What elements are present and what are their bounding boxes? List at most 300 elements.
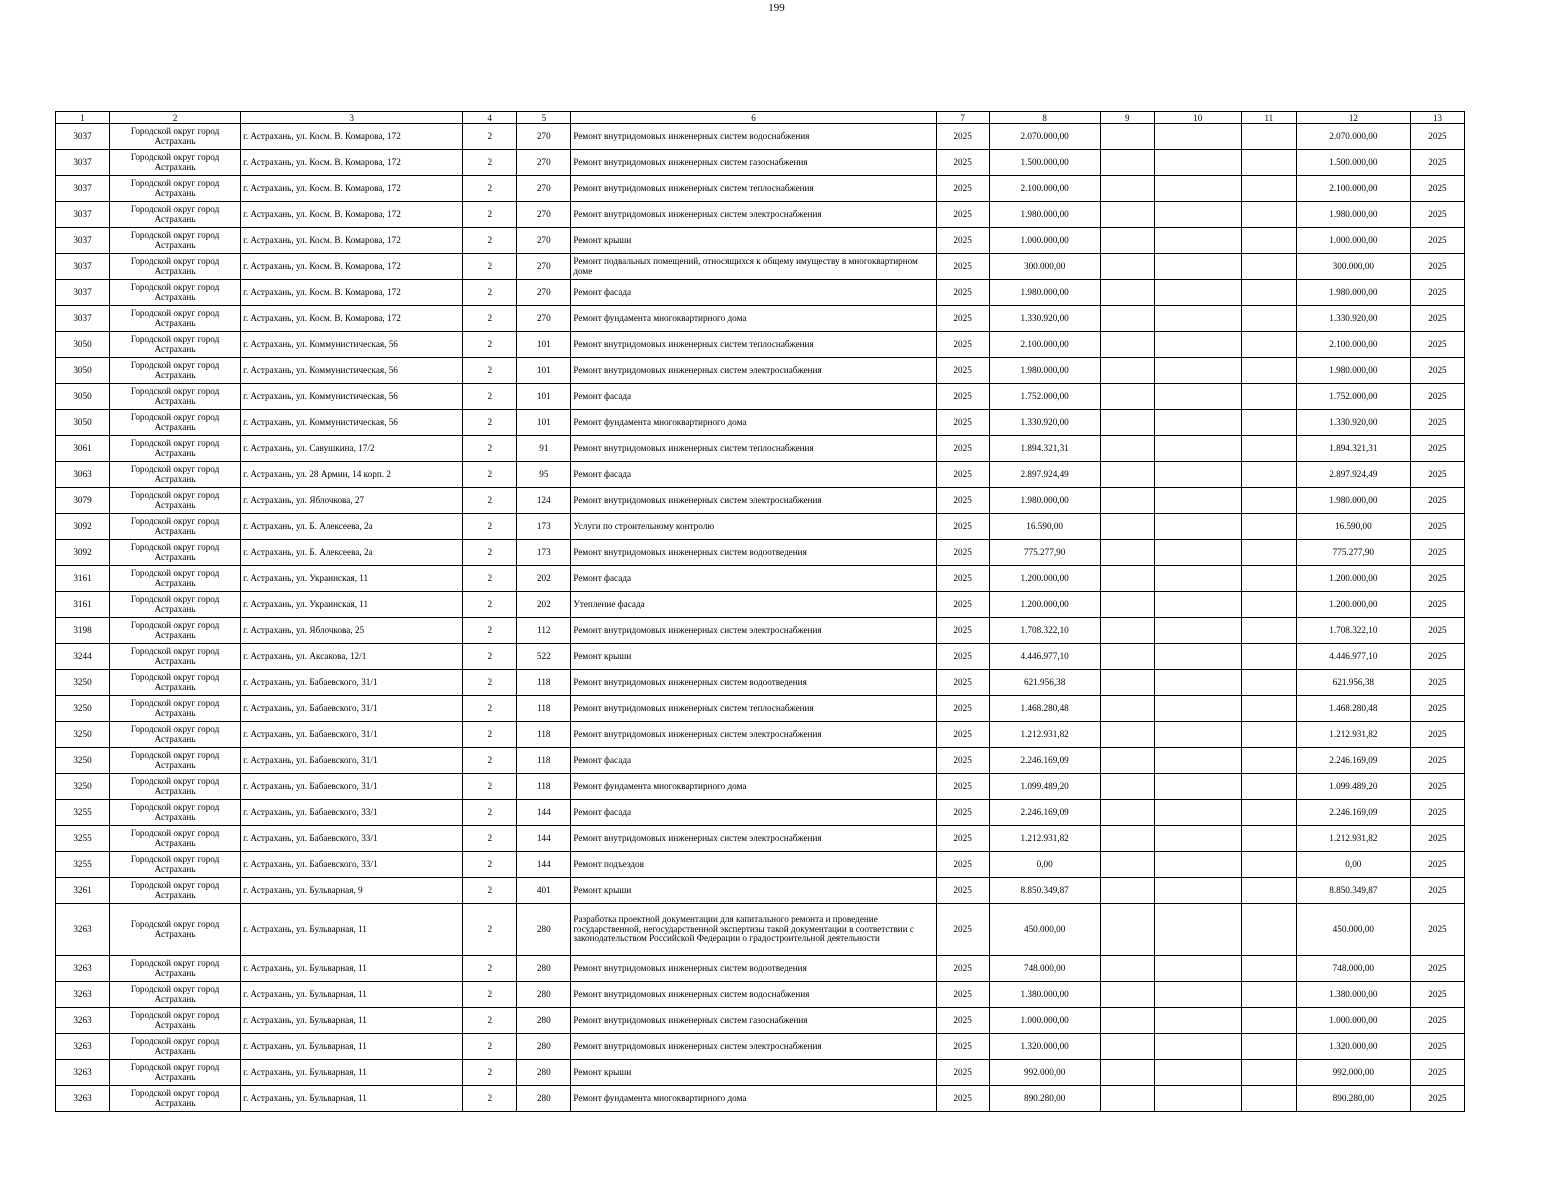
table-row bbox=[56, 696, 1465, 722]
col11-cell bbox=[1241, 774, 1296, 800]
col5-cell: 91 bbox=[517, 436, 571, 462]
total-cost-cell: 1.200.000,00 bbox=[1296, 592, 1410, 618]
total-cost-cell: 16.590,00 bbox=[1296, 514, 1410, 540]
col10-cell bbox=[1154, 826, 1241, 852]
completion-year-cell: 2025 bbox=[1410, 1086, 1464, 1112]
col4-cell: 2 bbox=[463, 566, 517, 592]
col10-cell bbox=[1154, 384, 1241, 410]
municipality-cell: Городской округ город Астрахань bbox=[110, 488, 241, 514]
col4-cell: 2 bbox=[463, 644, 517, 670]
header-cell: 9 bbox=[1100, 112, 1154, 124]
address-cell: г. Астрахань, ул. Косм. В. Комарова, 172 bbox=[241, 202, 463, 228]
col9-cell bbox=[1100, 280, 1154, 306]
total-cost-cell: 2.246.169,09 bbox=[1296, 800, 1410, 826]
total-cost-cell: 2.246.169,09 bbox=[1296, 748, 1410, 774]
work-type-cell: Ремонт фасада bbox=[571, 566, 936, 592]
col11-cell bbox=[1241, 956, 1296, 982]
col5-cell: 202 bbox=[517, 566, 571, 592]
total-cost-cell: 890.280,00 bbox=[1296, 1086, 1410, 1112]
col9-cell bbox=[1100, 150, 1154, 176]
municipality-cell: Городской округ город Астрахань bbox=[110, 124, 241, 150]
col10-cell bbox=[1154, 722, 1241, 748]
table-row bbox=[56, 488, 1465, 514]
col5-cell: 280 bbox=[517, 1060, 571, 1086]
year-cell: 2025 bbox=[936, 956, 989, 982]
cost-cell: 1.980.000,00 bbox=[989, 488, 1100, 514]
year-cell: 2025 bbox=[936, 514, 989, 540]
total-cost-cell: 2.070.000,00 bbox=[1296, 124, 1410, 150]
col9-cell bbox=[1100, 306, 1154, 332]
work-type-cell: Ремонт внутридомовых инженерных систем электроснабжения bbox=[571, 488, 936, 514]
col11-cell bbox=[1241, 722, 1296, 748]
col4-cell: 2 bbox=[463, 1060, 517, 1086]
col9-cell bbox=[1100, 540, 1154, 566]
total-cost-cell: 1.200.000,00 bbox=[1296, 566, 1410, 592]
col11-cell bbox=[1241, 462, 1296, 488]
col4-cell: 2 bbox=[463, 488, 517, 514]
col10-cell bbox=[1154, 1034, 1241, 1060]
house-id-cell: 3037 bbox=[56, 306, 110, 332]
cost-cell: 16.590,00 bbox=[989, 514, 1100, 540]
col4-cell: 2 bbox=[463, 904, 517, 956]
year-cell: 2025 bbox=[936, 904, 989, 956]
col10-cell bbox=[1154, 982, 1241, 1008]
col11-cell bbox=[1241, 1034, 1296, 1060]
municipality-cell: Городской округ город Астрахань bbox=[110, 410, 241, 436]
col11-cell bbox=[1241, 696, 1296, 722]
total-cost-cell: 1.000.000,00 bbox=[1296, 228, 1410, 254]
address-cell: г. Астрахань, ул. Аксакова, 12/1 bbox=[241, 644, 463, 670]
completion-year-cell: 2025 bbox=[1410, 696, 1464, 722]
col5-cell: 270 bbox=[517, 306, 571, 332]
year-cell: 2025 bbox=[936, 748, 989, 774]
completion-year-cell: 2025 bbox=[1410, 254, 1464, 280]
col4-cell: 2 bbox=[463, 254, 517, 280]
table-row bbox=[56, 1034, 1465, 1060]
col5-cell: 173 bbox=[517, 540, 571, 566]
col11-cell bbox=[1241, 1060, 1296, 1086]
completion-year-cell: 2025 bbox=[1410, 566, 1464, 592]
col11-cell bbox=[1241, 124, 1296, 150]
address-cell: г. Астрахань, ул. Яблочкова, 25 bbox=[241, 618, 463, 644]
col5-cell: 118 bbox=[517, 774, 571, 800]
col5-cell: 101 bbox=[517, 384, 571, 410]
completion-year-cell: 2025 bbox=[1410, 124, 1464, 150]
municipality-cell: Городской округ город Астрахань bbox=[110, 592, 241, 618]
table-row bbox=[56, 774, 1465, 800]
year-cell: 2025 bbox=[936, 592, 989, 618]
col9-cell bbox=[1100, 514, 1154, 540]
cost-cell: 748.000,00 bbox=[989, 956, 1100, 982]
completion-year-cell: 2025 bbox=[1410, 280, 1464, 306]
col5-cell: 280 bbox=[517, 904, 571, 956]
completion-year-cell: 2025 bbox=[1410, 514, 1464, 540]
municipality-cell: Городской округ город Астрахань bbox=[110, 826, 241, 852]
table-row bbox=[56, 852, 1465, 878]
col4-cell: 2 bbox=[463, 176, 517, 202]
col9-cell bbox=[1100, 228, 1154, 254]
cost-cell: 1.200.000,00 bbox=[989, 592, 1100, 618]
col4-cell: 2 bbox=[463, 1034, 517, 1060]
col11-cell bbox=[1241, 982, 1296, 1008]
col9-cell bbox=[1100, 956, 1154, 982]
col9-cell bbox=[1100, 852, 1154, 878]
col4-cell: 2 bbox=[463, 878, 517, 904]
house-id-cell: 3061 bbox=[56, 436, 110, 462]
address-cell: г. Астрахань, ул. Косм. В. Комарова, 172 bbox=[241, 254, 463, 280]
total-cost-cell: 4.446.977,10 bbox=[1296, 644, 1410, 670]
total-cost-cell: 1.380.000,00 bbox=[1296, 982, 1410, 1008]
completion-year-cell: 2025 bbox=[1410, 540, 1464, 566]
municipality-cell: Городской округ город Астрахань bbox=[110, 540, 241, 566]
house-id-cell: 3263 bbox=[56, 904, 110, 956]
col9-cell bbox=[1100, 332, 1154, 358]
col4-cell: 2 bbox=[463, 202, 517, 228]
col9-cell bbox=[1100, 592, 1154, 618]
year-cell: 2025 bbox=[936, 644, 989, 670]
cost-cell: 1.212.931,82 bbox=[989, 826, 1100, 852]
house-id-cell: 3063 bbox=[56, 462, 110, 488]
address-cell: г. Астрахань, ул. Коммунистическая, 56 bbox=[241, 384, 463, 410]
municipality-cell: Городской округ город Астрахань bbox=[110, 436, 241, 462]
col5-cell: 270 bbox=[517, 124, 571, 150]
cost-cell: 1.000.000,00 bbox=[989, 228, 1100, 254]
header-cell: 7 bbox=[936, 112, 989, 124]
header-cell: 3 bbox=[241, 112, 463, 124]
col10-cell bbox=[1154, 1060, 1241, 1086]
total-cost-cell: 450.000,00 bbox=[1296, 904, 1410, 956]
municipality-cell: Городской округ город Астрахань bbox=[110, 358, 241, 384]
municipality-cell: Городской округ город Астрахань bbox=[110, 202, 241, 228]
table-row bbox=[56, 904, 1465, 956]
col11-cell bbox=[1241, 384, 1296, 410]
col4-cell: 2 bbox=[463, 670, 517, 696]
cost-cell: 1.000.000,00 bbox=[989, 1008, 1100, 1034]
work-type-cell: Ремонт внутридомовых инженерных систем водоснабжения bbox=[571, 982, 936, 1008]
house-id-cell: 3037 bbox=[56, 280, 110, 306]
cost-cell: 1.708.322,10 bbox=[989, 618, 1100, 644]
work-type-cell: Ремонт внутридомовых инженерных систем водоотведения bbox=[571, 540, 936, 566]
table-row bbox=[56, 1060, 1465, 1086]
municipality-cell: Городской округ город Астрахань bbox=[110, 1060, 241, 1086]
col10-cell bbox=[1154, 358, 1241, 384]
cost-cell: 1.212.931,82 bbox=[989, 722, 1100, 748]
col11-cell bbox=[1241, 878, 1296, 904]
completion-year-cell: 2025 bbox=[1410, 410, 1464, 436]
house-id-cell: 3263 bbox=[56, 1034, 110, 1060]
address-cell: г. Астрахань, ул. Бульварная, 11 bbox=[241, 1060, 463, 1086]
year-cell: 2025 bbox=[936, 982, 989, 1008]
address-cell: г. Астрахань, ул. Косм. В. Комарова, 172 bbox=[241, 176, 463, 202]
col5-cell: 202 bbox=[517, 592, 571, 618]
table-row bbox=[56, 878, 1465, 904]
municipality-cell: Городской округ город Астрахань bbox=[110, 176, 241, 202]
address-cell: г. Астрахань, ул. Коммунистическая, 56 bbox=[241, 332, 463, 358]
col11-cell bbox=[1241, 228, 1296, 254]
address-cell: г. Астрахань, ул. Украинская, 11 bbox=[241, 566, 463, 592]
completion-year-cell: 2025 bbox=[1410, 774, 1464, 800]
col9-cell bbox=[1100, 1086, 1154, 1112]
cost-cell: 2.897.924,49 bbox=[989, 462, 1100, 488]
work-type-cell: Ремонт внутридомовых инженерных систем газоснабжения bbox=[571, 1008, 936, 1034]
col11-cell bbox=[1241, 176, 1296, 202]
header-cell: 2 bbox=[110, 112, 241, 124]
completion-year-cell: 2025 bbox=[1410, 488, 1464, 514]
house-id-cell: 3250 bbox=[56, 748, 110, 774]
address-cell: г. Астрахань, ул. Бульварная, 11 bbox=[241, 956, 463, 982]
col10-cell bbox=[1154, 332, 1241, 358]
col4-cell: 2 bbox=[463, 1086, 517, 1112]
col11-cell bbox=[1241, 1008, 1296, 1034]
col11-cell bbox=[1241, 410, 1296, 436]
col4-cell: 2 bbox=[463, 592, 517, 618]
col5-cell: 522 bbox=[517, 644, 571, 670]
completion-year-cell: 2025 bbox=[1410, 1008, 1464, 1034]
total-cost-cell: 2.897.924,49 bbox=[1296, 462, 1410, 488]
col4-cell: 2 bbox=[463, 436, 517, 462]
completion-year-cell: 2025 bbox=[1410, 592, 1464, 618]
col4-cell: 2 bbox=[463, 280, 517, 306]
completion-year-cell: 2025 bbox=[1410, 1060, 1464, 1086]
work-type-cell: Ремонт крыши bbox=[571, 1060, 936, 1086]
house-id-cell: 3092 bbox=[56, 514, 110, 540]
col9-cell bbox=[1100, 1008, 1154, 1034]
work-type-cell: Ремонт внутридомовых инженерных систем газоснабжения bbox=[571, 150, 936, 176]
house-id-cell: 3263 bbox=[56, 956, 110, 982]
cost-cell: 8.850.349,87 bbox=[989, 878, 1100, 904]
total-cost-cell: 1.752.000,00 bbox=[1296, 384, 1410, 410]
col11-cell bbox=[1241, 748, 1296, 774]
work-type-cell: Ремонт подвальных помещений, относящихся к общему имуществу в многоквартирном доме bbox=[571, 254, 936, 280]
work-type-cell: Ремонт фундамента многоквартирного дома bbox=[571, 774, 936, 800]
col10-cell bbox=[1154, 150, 1241, 176]
municipality-cell: Городской округ город Астрахань bbox=[110, 644, 241, 670]
municipality-cell: Городской округ город Астрахань bbox=[110, 722, 241, 748]
col11-cell bbox=[1241, 644, 1296, 670]
header-cell: 12 bbox=[1296, 112, 1410, 124]
col10-cell bbox=[1154, 696, 1241, 722]
col10-cell bbox=[1154, 254, 1241, 280]
table-row bbox=[56, 410, 1465, 436]
house-id-cell: 3161 bbox=[56, 592, 110, 618]
year-cell: 2025 bbox=[936, 1008, 989, 1034]
completion-year-cell: 2025 bbox=[1410, 644, 1464, 670]
work-type-cell: Ремонт внутридомовых инженерных систем электроснабжения bbox=[571, 202, 936, 228]
address-cell: г. Астрахань, ул. Косм. В. Комарова, 172 bbox=[241, 124, 463, 150]
completion-year-cell: 2025 bbox=[1410, 462, 1464, 488]
col5-cell: 280 bbox=[517, 1008, 571, 1034]
house-id-cell: 3037 bbox=[56, 228, 110, 254]
address-cell: г. Астрахань, ул. 28 Армии, 14 корп. 2 bbox=[241, 462, 463, 488]
work-type-cell: Разработка проектной документации для капитального ремонта и проведение государственной, негосударственной экспертизы такой документации в соответствии с законодательством Российской Федерации о градостроительной деятельности bbox=[571, 904, 936, 956]
house-id-cell: 3161 bbox=[56, 566, 110, 592]
cost-cell: 992.000,00 bbox=[989, 1060, 1100, 1086]
work-type-cell: Ремонт внутридомовых инженерных систем электроснабжения bbox=[571, 1034, 936, 1060]
total-cost-cell: 1.708.322,10 bbox=[1296, 618, 1410, 644]
total-cost-cell: 1.212.931,82 bbox=[1296, 826, 1410, 852]
table-row bbox=[56, 540, 1465, 566]
table-header bbox=[56, 112, 1465, 124]
table-row bbox=[56, 228, 1465, 254]
col11-cell bbox=[1241, 592, 1296, 618]
col5-cell: 270 bbox=[517, 254, 571, 280]
work-type-cell: Ремонт внутридомовых инженерных систем теплоснабжения bbox=[571, 696, 936, 722]
municipality-cell: Городской округ город Астрахань bbox=[110, 462, 241, 488]
completion-year-cell: 2025 bbox=[1410, 384, 1464, 410]
col5-cell: 118 bbox=[517, 748, 571, 774]
year-cell: 2025 bbox=[936, 306, 989, 332]
completion-year-cell: 2025 bbox=[1410, 306, 1464, 332]
total-cost-cell: 2.100.000,00 bbox=[1296, 332, 1410, 358]
table-row bbox=[56, 202, 1465, 228]
col9-cell bbox=[1100, 904, 1154, 956]
table-row bbox=[56, 670, 1465, 696]
work-type-cell: Ремонт фасада bbox=[571, 800, 936, 826]
col4-cell: 2 bbox=[463, 722, 517, 748]
col11-cell bbox=[1241, 1086, 1296, 1112]
col10-cell bbox=[1154, 202, 1241, 228]
year-cell: 2025 bbox=[936, 722, 989, 748]
year-cell: 2025 bbox=[936, 826, 989, 852]
col5-cell: 280 bbox=[517, 1034, 571, 1060]
col9-cell bbox=[1100, 1060, 1154, 1086]
col10-cell bbox=[1154, 1008, 1241, 1034]
col10-cell bbox=[1154, 488, 1241, 514]
col4-cell: 2 bbox=[463, 1008, 517, 1034]
house-id-cell: 3037 bbox=[56, 176, 110, 202]
address-cell: г. Астрахань, ул. Б. Алексеева, 2а bbox=[241, 514, 463, 540]
col9-cell bbox=[1100, 488, 1154, 514]
house-id-cell: 3255 bbox=[56, 852, 110, 878]
cost-cell: 450.000,00 bbox=[989, 904, 1100, 956]
cost-cell: 2.100.000,00 bbox=[989, 176, 1100, 202]
municipality-cell: Городской округ город Астрахань bbox=[110, 1086, 241, 1112]
col11-cell bbox=[1241, 670, 1296, 696]
col11-cell bbox=[1241, 852, 1296, 878]
col11-cell bbox=[1241, 826, 1296, 852]
house-id-cell: 3037 bbox=[56, 202, 110, 228]
table-row bbox=[56, 956, 1465, 982]
address-cell: г. Астрахань, ул. Косм. В. Комарова, 172 bbox=[241, 280, 463, 306]
col5-cell: 144 bbox=[517, 800, 571, 826]
year-cell: 2025 bbox=[936, 800, 989, 826]
col11-cell bbox=[1241, 800, 1296, 826]
completion-year-cell: 2025 bbox=[1410, 722, 1464, 748]
col10-cell bbox=[1154, 878, 1241, 904]
repair-plan-table bbox=[55, 111, 1465, 1112]
work-type-cell: Ремонт фундамента многоквартирного дома bbox=[571, 1086, 936, 1112]
municipality-cell: Городской округ город Астрахань bbox=[110, 1034, 241, 1060]
col4-cell: 2 bbox=[463, 748, 517, 774]
completion-year-cell: 2025 bbox=[1410, 228, 1464, 254]
completion-year-cell: 2025 bbox=[1410, 332, 1464, 358]
year-cell: 2025 bbox=[936, 878, 989, 904]
house-id-cell: 3263 bbox=[56, 982, 110, 1008]
completion-year-cell: 2025 bbox=[1410, 904, 1464, 956]
address-cell: г. Астрахань, ул. Бабаевского, 31/1 bbox=[241, 722, 463, 748]
col4-cell: 2 bbox=[463, 982, 517, 1008]
year-cell: 2025 bbox=[936, 1034, 989, 1060]
year-cell: 2025 bbox=[936, 332, 989, 358]
house-id-cell: 3050 bbox=[56, 332, 110, 358]
year-cell: 2025 bbox=[936, 1060, 989, 1086]
total-cost-cell: 775.277,90 bbox=[1296, 540, 1410, 566]
col9-cell bbox=[1100, 124, 1154, 150]
work-type-cell: Ремонт внутридомовых инженерных систем водоотведения bbox=[571, 956, 936, 982]
table-row bbox=[56, 592, 1465, 618]
header-cell: 5 bbox=[517, 112, 571, 124]
completion-year-cell: 2025 bbox=[1410, 1034, 1464, 1060]
house-id-cell: 3079 bbox=[56, 488, 110, 514]
col5-cell: 270 bbox=[517, 150, 571, 176]
municipality-cell: Городской округ город Астрахань bbox=[110, 254, 241, 280]
total-cost-cell: 1.330.920,00 bbox=[1296, 306, 1410, 332]
house-id-cell: 3263 bbox=[56, 1060, 110, 1086]
col10-cell bbox=[1154, 852, 1241, 878]
col10-cell bbox=[1154, 566, 1241, 592]
cost-cell: 1.330.920,00 bbox=[989, 410, 1100, 436]
address-cell: г. Астрахань, ул. Бульварная, 11 bbox=[241, 1086, 463, 1112]
table-row bbox=[56, 618, 1465, 644]
cost-cell: 0,00 bbox=[989, 852, 1100, 878]
col10-cell bbox=[1154, 748, 1241, 774]
completion-year-cell: 2025 bbox=[1410, 956, 1464, 982]
table-row bbox=[56, 306, 1465, 332]
col11-cell bbox=[1241, 488, 1296, 514]
house-id-cell: 3198 bbox=[56, 618, 110, 644]
total-cost-cell: 300.000,00 bbox=[1296, 254, 1410, 280]
table-row bbox=[56, 514, 1465, 540]
total-cost-cell: 1.500.000,00 bbox=[1296, 150, 1410, 176]
year-cell: 2025 bbox=[936, 488, 989, 514]
total-cost-cell: 992.000,00 bbox=[1296, 1060, 1410, 1086]
year-cell: 2025 bbox=[936, 774, 989, 800]
house-id-cell: 3255 bbox=[56, 800, 110, 826]
col10-cell bbox=[1154, 904, 1241, 956]
address-cell: г. Астрахань, ул. Бабаевского, 31/1 bbox=[241, 774, 463, 800]
header-cell: 1 bbox=[56, 112, 110, 124]
header-cell: 10 bbox=[1154, 112, 1241, 124]
col11-cell bbox=[1241, 332, 1296, 358]
col11-cell bbox=[1241, 358, 1296, 384]
address-cell: г. Астрахань, ул. Бабаевского, 33/1 bbox=[241, 826, 463, 852]
address-cell: г. Астрахань, ул. Бабаевского, 33/1 bbox=[241, 800, 463, 826]
house-id-cell: 3092 bbox=[56, 540, 110, 566]
total-cost-cell: 748.000,00 bbox=[1296, 956, 1410, 982]
work-type-cell: Ремонт внутридомовых инженерных систем водоснабжения bbox=[571, 124, 936, 150]
header-cell: 11 bbox=[1241, 112, 1296, 124]
work-type-cell: Ремонт крыши bbox=[571, 228, 936, 254]
col5-cell: 270 bbox=[517, 176, 571, 202]
col9-cell bbox=[1100, 410, 1154, 436]
header-cell: 6 bbox=[571, 112, 936, 124]
total-cost-cell: 1.980.000,00 bbox=[1296, 280, 1410, 306]
house-id-cell: 3250 bbox=[56, 774, 110, 800]
total-cost-cell: 1.468.280,48 bbox=[1296, 696, 1410, 722]
municipality-cell: Городской округ город Астрахань bbox=[110, 748, 241, 774]
year-cell: 2025 bbox=[936, 670, 989, 696]
total-cost-cell: 8.850.349,87 bbox=[1296, 878, 1410, 904]
address-cell: г. Астрахань, ул. Косм. В. Комарова, 172 bbox=[241, 150, 463, 176]
address-cell: г. Астрахань, ул. Бульварная, 11 bbox=[241, 1008, 463, 1034]
col11-cell bbox=[1241, 618, 1296, 644]
completion-year-cell: 2025 bbox=[1410, 176, 1464, 202]
col11-cell bbox=[1241, 540, 1296, 566]
work-type-cell: Ремонт крыши bbox=[571, 644, 936, 670]
col4-cell: 2 bbox=[463, 228, 517, 254]
cost-cell: 4.446.977,10 bbox=[989, 644, 1100, 670]
work-type-cell: Ремонт внутридомовых инженерных систем электроснабжения bbox=[571, 618, 936, 644]
